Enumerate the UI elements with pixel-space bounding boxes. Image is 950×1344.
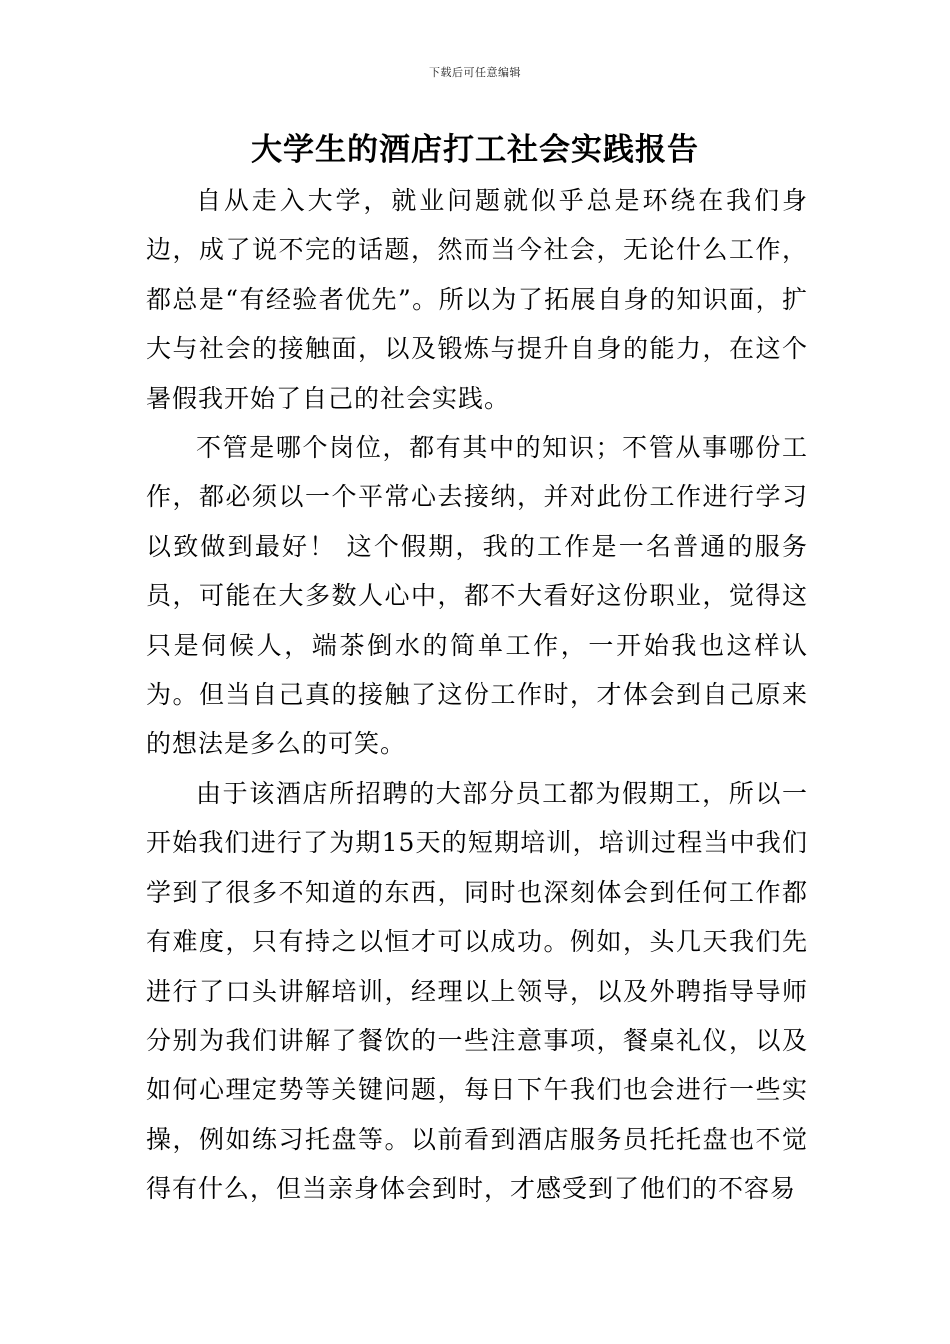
document-body [146,176,808,1214]
header-note: 下载后可任意编辑 [429,66,521,79]
paragraph-3: 由于该酒店所招聘的大部分员工都为假期工，所以一开始我们进行了为期15天的短期培训，培训过程当中我们学到了很多不知道的东西，同时也深刻体会到任何工作都有难度，只有持之以恒才可以成功。例如，头几天我们先进行了口头讲解培训，经理以上领导，以及外聘指导导师分别为我们讲解了餐饮的一些注意事项，餐桌礼仪，以及如何心理定势等关键问题，每日下午我们也会进行一些实操，例如练习托盘等。以前看到酒店服务员托托盘也不觉得有什么，但当亲身体会到时，才感受到了他们的不容易 [146,778,808,1204]
document-title: 大学生的酒店打工社会实践报告 [251,132,699,168]
paragraph-1: 自从走入大学，就业问题就似乎总是环绕在我们身边，成了说不完的话题，然而当今社会，无论什么工作，都总是“有经验者优先”。所以为了拓展自身的知识面，扩大与社会的接触面，以及锻炼与提升自身的能力，在这个暑假我开始了自己的社会实践。 [146,186,808,413]
paragraph-2: 不管是哪个岗位，都有其中的知识；不管从事哪份工作，都必须以一个平常心去接纳，并对此份工作进行学习以致做到最好！ 这个假期，我的工作是一名普通的服务员，可能在大多数人心中，都不大看好这份职业，觉得这只是伺候人，端茶倒水的简单工作，一开始我也这样认为。但当自己真的接触了这份工作时，才体会到自己原来的想法是多么的可笑。 [146,433,808,759]
